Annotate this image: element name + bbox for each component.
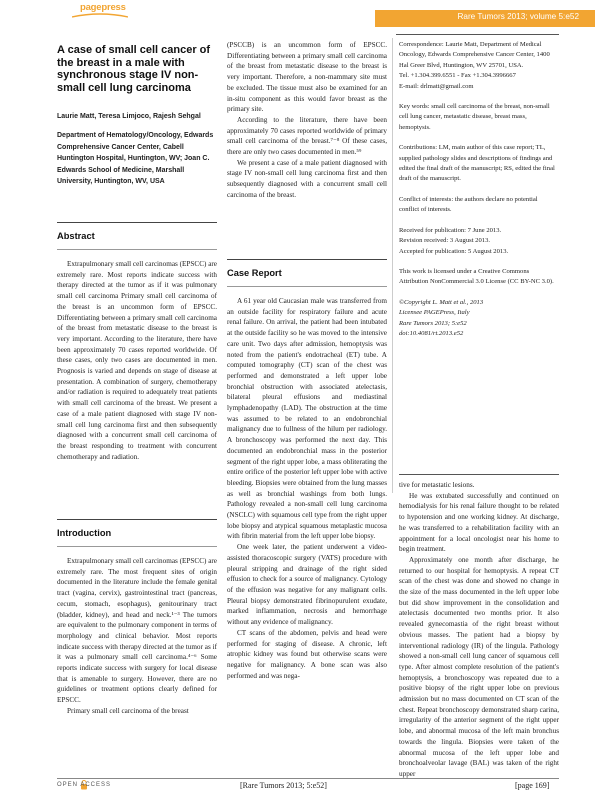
introduction-paragraph: Primary small cell carcinoma of the breast — [67, 706, 189, 715]
telephone: Tel. +1.304.399.6551 - Fax +1.304.3996667 — [399, 72, 516, 80]
page-header — [0, 0, 595, 27]
divider — [396, 34, 559, 35]
pagepress-logo: pagepress — [80, 2, 126, 13]
contributions: Contributions: LM, main author of this case report; TL, supplied pathology slides and descriptions of findings and edited the final draft of the manuscript; RS, edited the final draft of the manuscript. — [399, 144, 555, 183]
abstract-section — [57, 222, 217, 462]
introduction-paragraph: According to the literature, there have been approximately 70 cases reported worldwide of primary small cell carcinoma of the breast.⁷⁻⁸ Of these cases, there are only two cases documented in men.⁵⁹ — [227, 115, 387, 157]
email-link[interactable]: E-mail: drlmatt@gmail.com — [399, 82, 474, 90]
case-report-section — [227, 259, 387, 681]
abstract-heading: Abstract — [57, 223, 217, 250]
case-report-heading: Case Report — [227, 260, 387, 287]
article-affiliation: Department of Hematology/Oncology, Edwards Comprehensive Cancer Center, Cabell Huntington Hospital, Huntington, WV; Joan C. Edwards School of Medicine, Marshall University, Huntington, WV, USA — [57, 132, 214, 186]
pagepress-logo-swoosh — [72, 13, 128, 19]
received-date: Received for publication: 7 June 2013. — [399, 226, 502, 234]
case-report-paragraph: Approximately one month after discharge, he returned to our hospital for hemoptysis. A repeat CT scan of the chest was done and showed no change in the size of the mass documented in the left upper lobe but did show improvement in the consolidation and atelectasis documented two months prior. It also revealed gynecomastia of the right breast without obvious masses. The patient had a biopsy by interventional radiology (IR) of the lingula. Pathology showed a non-small cell lung cancer of squamous cell type. After almost complete resolution of the patient's hemoptysis, a bronchoscopy was repeated due to a positive biopsy of the right upper lobe on previous admission but no mass documented on CT scan of the chest. Repeat bronchoscopy demonstrated sharp carina, irregularity of the anterior segment of the right upper lobe, and abnormal mucosa of the left main bronchus towards the lingula. Biopsies were taken of the abnormal mucosa of the left upper lobe and bronchoalveolar lavage (BAL) was taken of the right upper — [399, 555, 559, 778]
doi-link[interactable]: doi:10.4081/rt.2013.e52 — [399, 329, 464, 337]
article-title: A case of small cell cancer of the breast in a male with synchronous stage IV non-small cell lung carcinoma — [57, 44, 211, 94]
licensee: Licensee PAGEPress, Italy — [399, 309, 470, 317]
keywords: Key words: small cell carcinoma of the breast, non-small cell lung cancer, metastatic disease, breast mass, hemoptysis. — [399, 103, 550, 131]
title-block — [57, 40, 217, 188]
divider — [399, 474, 559, 475]
copyright: ©Copyright L. Matt et al., 2013 — [399, 298, 484, 306]
footer-citation: [Rare Tumors 2013; 5:e52] — [240, 781, 327, 790]
revision-date: Revision received: 3 August 2013. — [399, 237, 491, 245]
accepted-date: Accepted for publication: 5 August 2013. — [399, 247, 509, 255]
introduction-paragraph: (PSCCB) is an uncommon form of EPSCC. Differentiating between a primary small cell carcinoma of the breast from metastatic disease to the breast is very important. Therefore, a non-mammary site must be excluded. The tissue must also be examined for an in-situ component as this would favor breast as the primary site. — [227, 41, 387, 114]
column-2-intro — [227, 40, 387, 201]
introduction-paragraph: We present a case of a male patient diagnosed with stage IV non-small cell lung carcinoma first and then subsequently diagnosed with a concurrent small cell carcinoma of the breast. — [227, 158, 387, 199]
case-report-paragraph: He was extubated successfully and continued on hemodialysis for his renal failure thought to be related to hypotension and one working kidney. At discharge, he was transferred to a rehabilitation facility with an appointment for a local oncologist near his home to begin treatment. — [399, 491, 559, 554]
case-report-continued — [399, 480, 559, 780]
case-report-paragraph: A 61 year old Caucasian male was transferred from an outside facility for respiratory failure and acute renal failure. On arrival, the patient had been intubated at the outside facility so he was moved to the intensive care unit. Two days after admission, hemoptysis was noted from the patient's endotracheal (ET) tube. A computed tomography (CT) scan of the chest was performed and demonstrated a left upper lobe bronchial obstruction with associated atelectasis, bilateral pleural effusions and mediastinal lymphadenopathy (LAD). The obstruction at the time was assumed to be related to an endobronchial malignancy due to fullness of the hilum per radiology. A bronchoscopy was performed the next day. This documented an endobronchial mass in the posterior segment of the right upper lobe, a mass obliterating the entire orifice of the posterior left upper lobe with active bleeding. Biopsies were obtained from the lung masses as well as bronchial washings from both lungs. Pathology revealed a non-small cell lung carcinoma (NSCLC) with squamous cell type from the right upper lobe biopsy and atypical squamous metaplastic mucosa with fibrin material from the left upper lobe biopsy. — [227, 297, 387, 541]
case-report-paragraph: One week later, the patient underwent a video-assisted thoracoscopic surgery (VATS) procedure with pleural stripping and drainage of the right sided effusion to check for a source of malignancy. Cytology of the effusion was negative for any malignant cells. Pleural biopsy demonstrated fibrinopurulent exudate, marked inflammation, necrosis and hemorrhage without any evidence of malignancy. — [227, 543, 387, 627]
divider — [57, 778, 559, 779]
introduction-heading: Introduction — [57, 520, 217, 547]
case-report-paragraph: CT scans of the abdomen, pelvis and head were performed for staging of disease. A chronic, left atrophic kidney was found but otherwise scans were negative for malignancy. A bone scan was also performed and was nega- — [227, 628, 387, 680]
divider — [392, 38, 393, 493]
conflict-of-interest: Conflict of interests: the authors declare no potential conflict of interests. — [399, 195, 538, 214]
correspondence: Correspondence: Laurie Matt, Department of Medical Oncology, Edwards Comprehensive Cancer Center, 1400 Hal Greer Blvd, Huntington, WV 25701, USA. — [399, 41, 550, 69]
abstract-text: Extrapulmonary small cell carcinomas (EPSCC) are extremely rare. Most reports indicate success with therapy directed at the tumor as if it was pulmonary small cell carcinoma Primary small cell carcinoma of the breast is an uncommon form of EPSCC. Differentiating between a primary small cell carcinoma of the breast from metastatic disease to the breast is very important. According to the literature, there have been approximately 70 cases reported worldwide. Of these cases, only two cases are documented in men. Prognosis is varied and depends on stage of disease at presentation. A combination of surgery, chemotherapy and/or radiation is required to adequately treat patients with small cell carcinoma of the breast. We present a case of a male patient diagnosed with stage IV non-small cell lung carcinoma first and then subsequently diagnosed with a concurrent small cell carcinoma of the breast responding to treatment with concurrent chemotherapy and radiation. — [57, 260, 217, 461]
case-report-paragraph: tive for metastatic lesions. — [399, 481, 475, 489]
journal-citation: Rare Tumors 2013; volume 5:e52 — [457, 12, 579, 21]
article-authors: Laurie Matt, Teresa Limjoco, Rajesh Sehgal — [57, 113, 201, 120]
page-number: [page 169] — [515, 781, 550, 790]
citation: Rare Tumors 2013; 5:e52 — [399, 319, 467, 327]
open-access-label: OPEN ACCESS — [57, 782, 112, 788]
article-metadata — [399, 40, 559, 349]
introduction-section — [57, 519, 217, 717]
license-notice: This work is licensed under a Creative Commons Attribution NonCommercial 3.0 License (CC BY-NC 3.0). — [399, 267, 554, 286]
introduction-paragraph: Extrapulmonary small cell carcinomas (EPSCC) are extremely rare. The most frequent sites of origin documented in the literature include the female genital tract (vagina, cervix), gastrointestinal tract (pancreas, cecum, stomach, esophagus), genitourinary tract (bladder, kidney), and head and neck.¹⁻³ The tumors are equivalent to the pulmonary component in terms of morphology and clinical behavior. Most reports indicate success with therapy directed at the tumor as if it was a pulmonary small cell carcinoma.⁴⁻⁶ Some reports indicate success with surgery for local disease that is amenable to surgery. However, there are no guidelines or treatment options clearly defined for EPSCC. — [57, 557, 217, 705]
